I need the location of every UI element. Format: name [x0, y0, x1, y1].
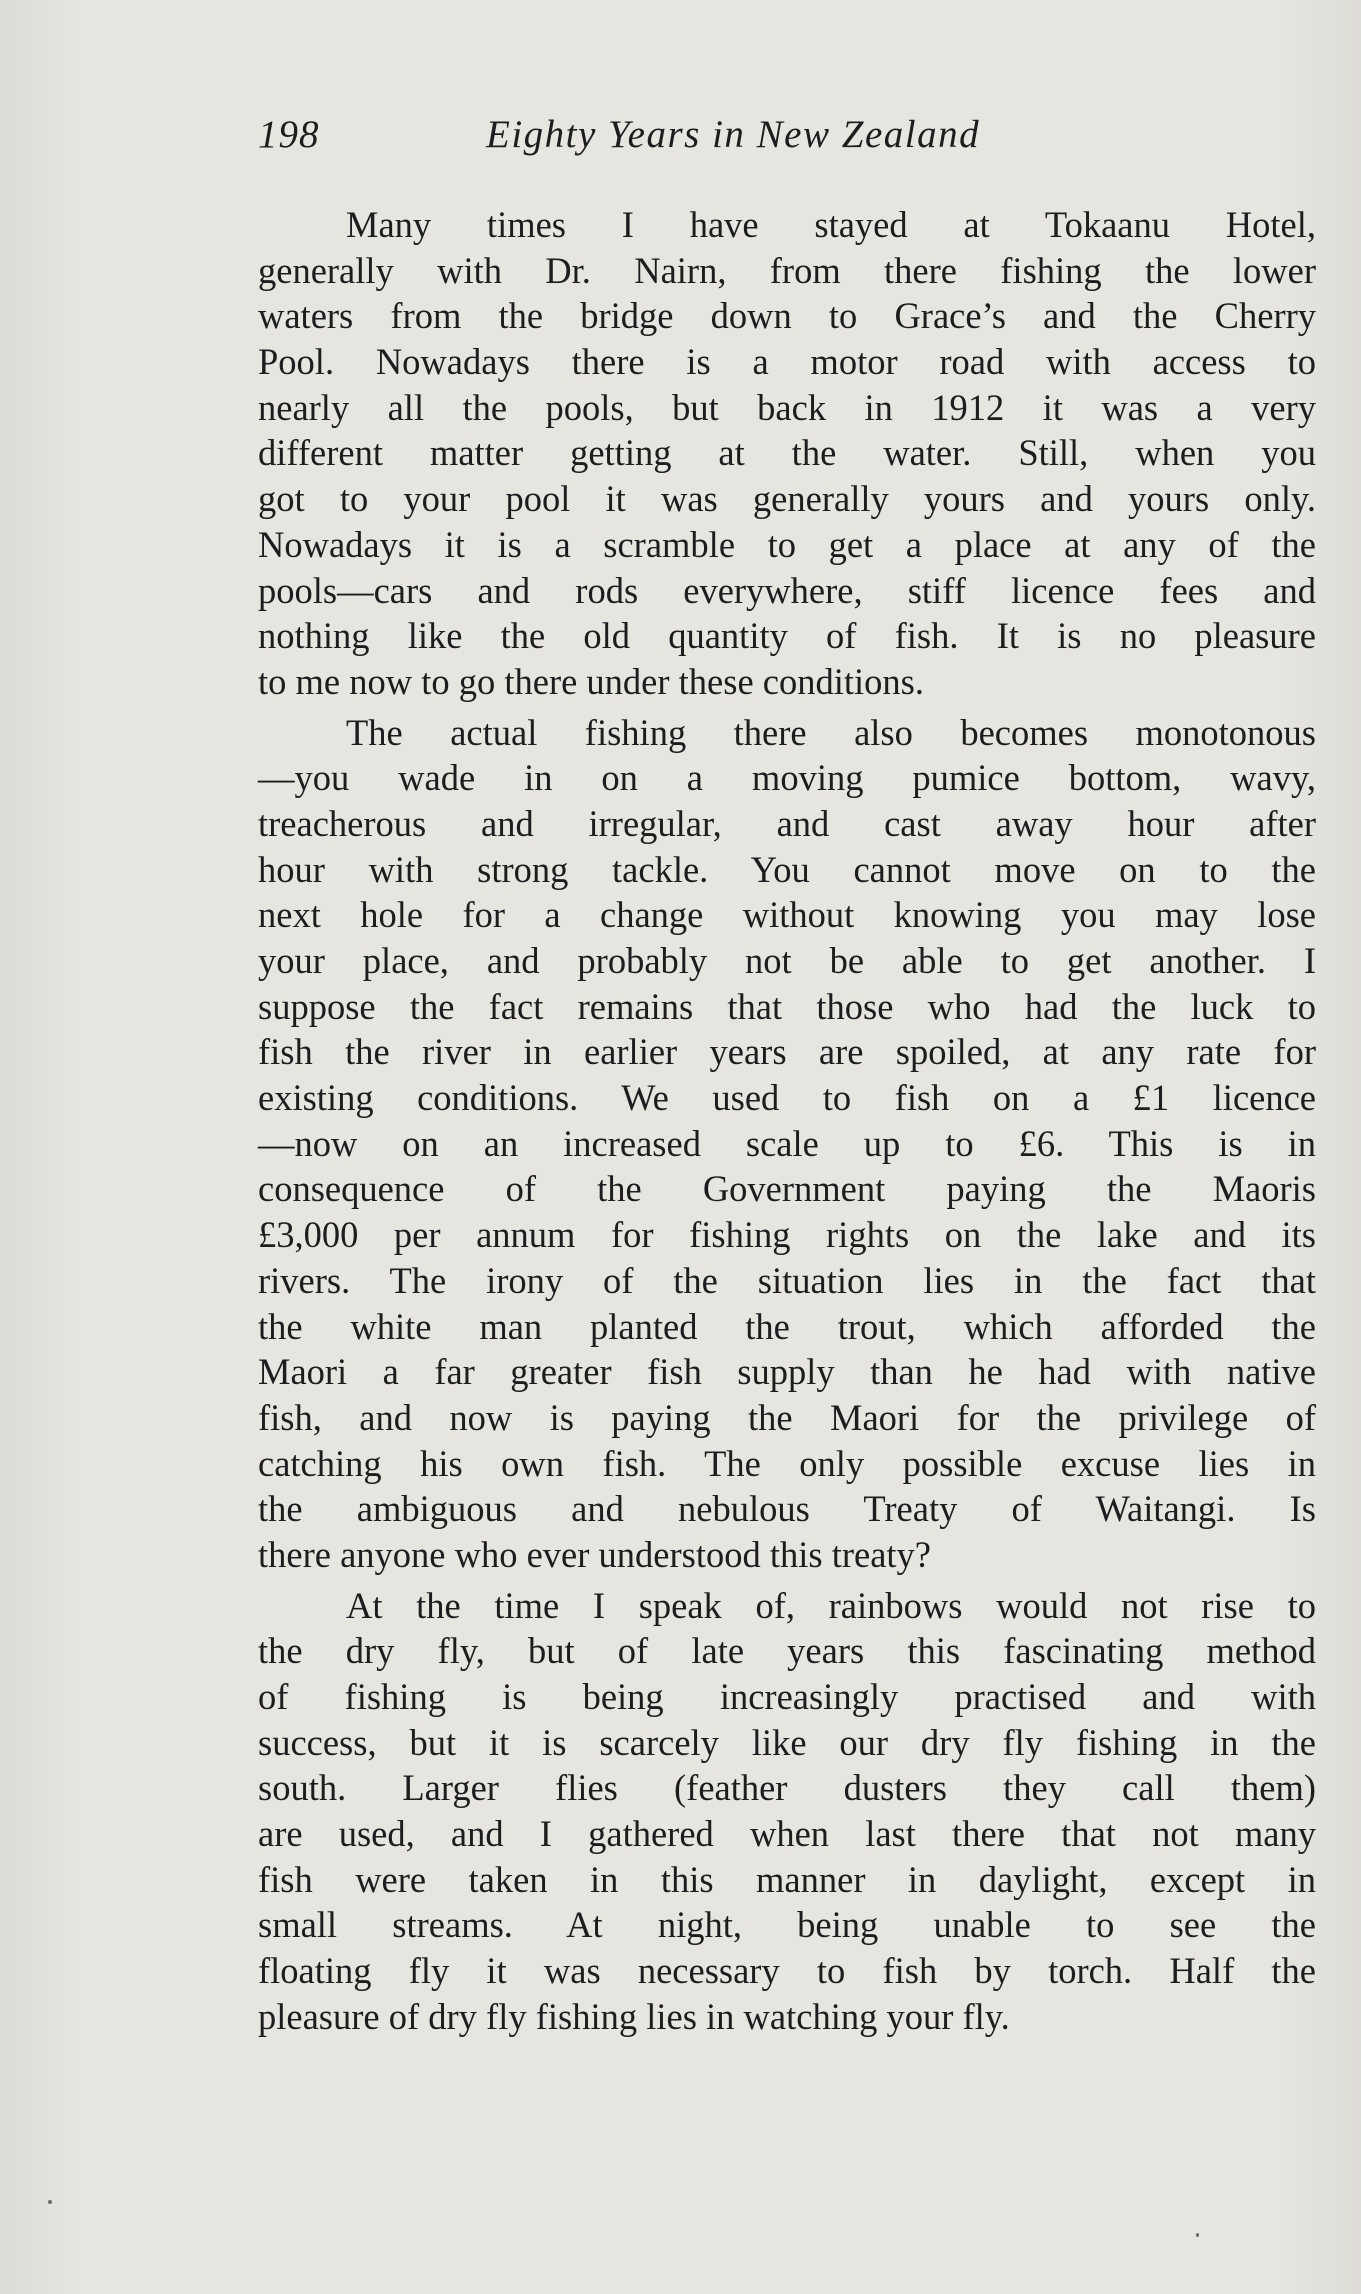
- text-line: success, but it is scarcely like our dry fly fishing in the: [258, 1721, 1316, 1763]
- text-line: of fishing is being increasingly practised and with: [258, 1676, 1316, 1717]
- text-line: rivers. The irony of the situation lies in the fact that: [258, 1259, 1316, 1301]
- text-line: £3,000 per annum for fishing rights on the lake and its: [258, 1214, 1316, 1256]
- text-line: Many times I have stayed at Tokaanu Hotel,: [346, 204, 1316, 245]
- text-line: nothing like the old quantity of fish. It is no pleasure: [258, 615, 1316, 657]
- text-line: treacherous and irregular, and cast away hour after: [258, 802, 1316, 844]
- text-line: the ambiguous and nebulous Treaty of Waitangi. Is: [258, 1488, 1316, 1530]
- body-text: [258, 202, 1316, 2045]
- text-line: fish the river in earlier years are spoiled, at any rate for: [258, 1031, 1316, 1073]
- text-line: nearly all the pools, but back in 1912 it was a very: [258, 386, 1316, 428]
- text-line: different matter getting at the water. Still, when you: [258, 432, 1316, 474]
- text-line: there anyone who ever understood this treaty?: [258, 1533, 931, 1575]
- book-title: Eighty Years in New Zealand: [486, 113, 981, 156]
- text-line: Maori a far greater fish supply than he had with native: [258, 1351, 1316, 1393]
- text-line: fish, and now is paying the Maori for the privilege of: [258, 1396, 1316, 1438]
- text-line: waters from the bridge down to Grace’s and the Cherry: [258, 295, 1316, 337]
- text-line: suppose the fact remains that those who had the luck to: [258, 985, 1316, 1027]
- text-line: floating fly it was necessary to fish by torch. Half the: [258, 1950, 1316, 1992]
- text-line: —you wade in on a moving pumice bottom, wavy,: [258, 757, 1316, 799]
- text-line: are used, and I gathered when last there that not many: [258, 1813, 1316, 1855]
- text-line: small streams. At night, being unable to see the: [258, 1904, 1316, 1946]
- text-line: Nowadays it is a scramble to get a place at any of the: [258, 523, 1316, 565]
- paper-speck: [48, 2200, 52, 2204]
- text-line: —now on an increased scale up to £6. This is in: [258, 1122, 1316, 1164]
- text-line: Pool. Nowadays there is a motor road with access to: [258, 341, 1316, 383]
- text-line: The actual fishing there also becomes monotonous: [346, 711, 1316, 753]
- paper-speck: [1196, 2233, 1199, 2237]
- text-line: existing conditions. We used to fish on a £1 licence: [258, 1077, 1316, 1119]
- text-line: fish were taken in this manner in daylight, except in: [258, 1858, 1316, 1900]
- running-head: [258, 112, 1084, 162]
- text-line: generally with Dr. Nairn, from there fishing the lower: [258, 249, 1316, 291]
- text-line: got to your pool it was generally yours and yours only.: [258, 478, 1316, 520]
- text-line: pools—cars and rods everywhere, stiff licence fees and: [258, 569, 1316, 611]
- paragraph: [258, 1583, 1316, 2040]
- text-line: pleasure of dry fly fishing lies in watching your fly.: [258, 1995, 1010, 2037]
- page-number: 198: [258, 113, 320, 156]
- text-line: to me now to go there under these conditions.: [258, 660, 924, 702]
- text-line: catching his own fish. The only possible excuse lies in: [258, 1442, 1316, 1484]
- paragraph: [258, 202, 1316, 705]
- text-line: hour with strong tackle. You cannot move on to the: [258, 848, 1316, 890]
- text-line: south. Larger flies (feather dusters they call them): [258, 1767, 1316, 1809]
- text-line: your place, and probably not be able to get another. I: [258, 940, 1316, 981]
- text-line: next hole for a change without knowing you may lose: [258, 894, 1316, 936]
- text-line: At the time I speak of, rainbows would not rise to: [346, 1584, 1316, 1626]
- paragraph: [258, 710, 1316, 1578]
- text-line: the white man planted the trout, which afforded the: [258, 1305, 1316, 1347]
- text-line: the dry fly, but of late years this fascinating method: [258, 1630, 1316, 1672]
- text-line: consequence of the Government paying the Maoris: [258, 1168, 1316, 1210]
